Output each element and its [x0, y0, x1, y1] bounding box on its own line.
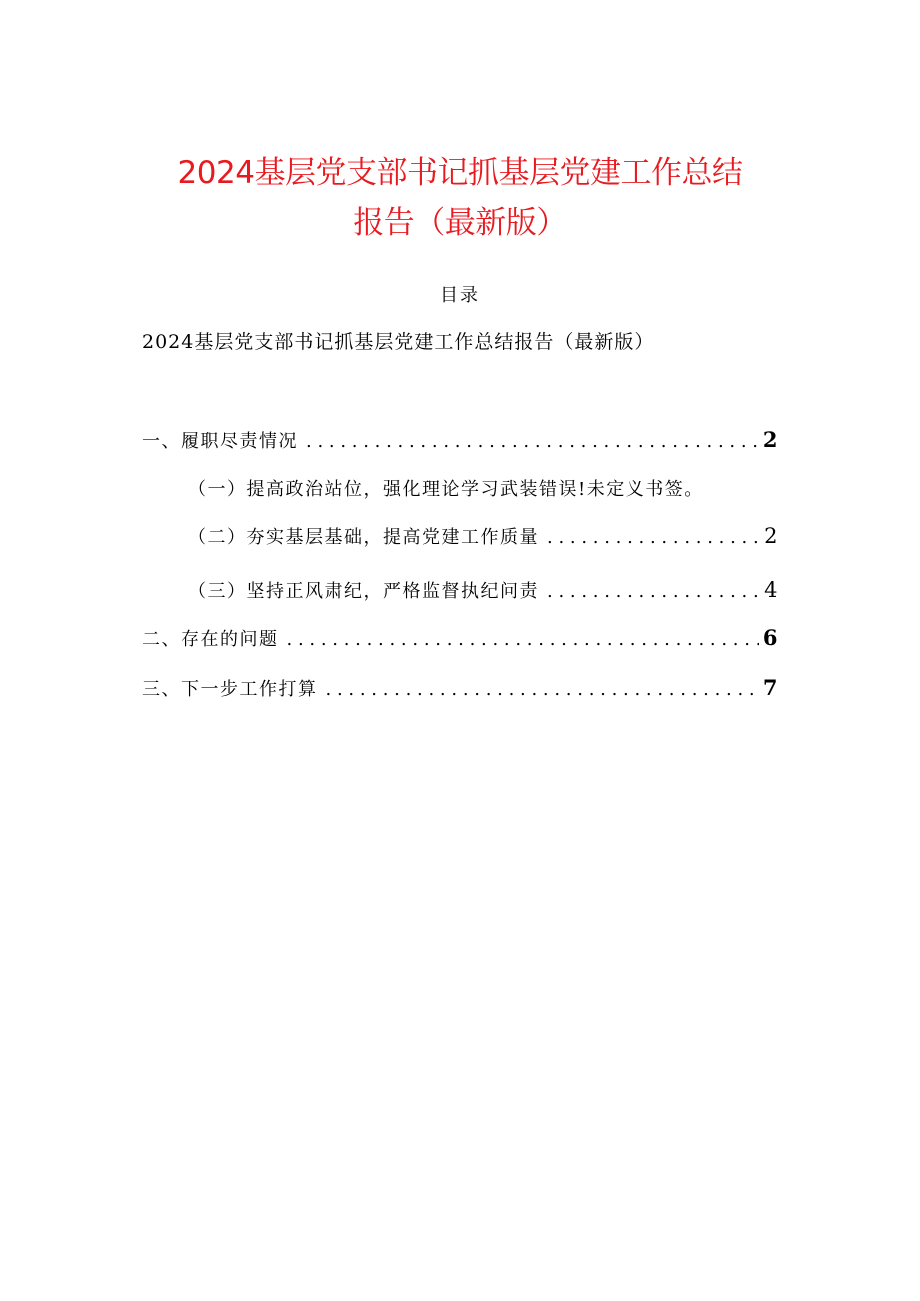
toc-page-number: 7 [762, 675, 779, 700]
toc-dot-leader [287, 626, 759, 654]
toc-entry-1[interactable] [142, 426, 779, 456]
document-title-line-2: 报告（最新版） [353, 205, 567, 241]
toc-dot-leader [547, 578, 760, 606]
toc-entry-label: 二、存在的问题 [142, 629, 279, 650]
toc-entry-label: （一）提高政治站位，强化理论学习武装错误!未定义书签。 [188, 479, 704, 500]
toc-dot-leader [547, 524, 760, 552]
toc-entry-label: （三）坚持正风肃纪，严格监督执纪问责 [188, 581, 539, 602]
toc-entry-4[interactable] [188, 576, 779, 606]
toc-entry-label: （二）夯实基层基础，提高党建工作质量 [188, 527, 539, 548]
toc-entry-5[interactable] [142, 624, 779, 654]
toc-dot-leader [306, 428, 759, 456]
toc-entry-6[interactable] [142, 674, 779, 704]
toc-dot-leader [326, 676, 759, 704]
toc-page-number: 4 [764, 578, 779, 602]
toc-heading: 目录 [440, 285, 480, 306]
toc-entry-label: 三、下一步工作打算 [142, 679, 318, 700]
toc-page-number: 2 [764, 524, 779, 548]
toc-entry-label: 一、履职尽责情况 [142, 431, 298, 452]
toc-entry-2[interactable] [188, 476, 779, 504]
document-title-line-1: 2024基层党支部书记抓基层党建工作总结 [177, 155, 743, 191]
toc-page-number: 2 [762, 427, 779, 452]
toc-document-title: 2024基层党支部书记抓基层党建工作总结报告（最新版） [142, 331, 655, 353]
toc-entry-3[interactable] [188, 522, 779, 552]
toc-page-number: 6 [762, 625, 779, 650]
